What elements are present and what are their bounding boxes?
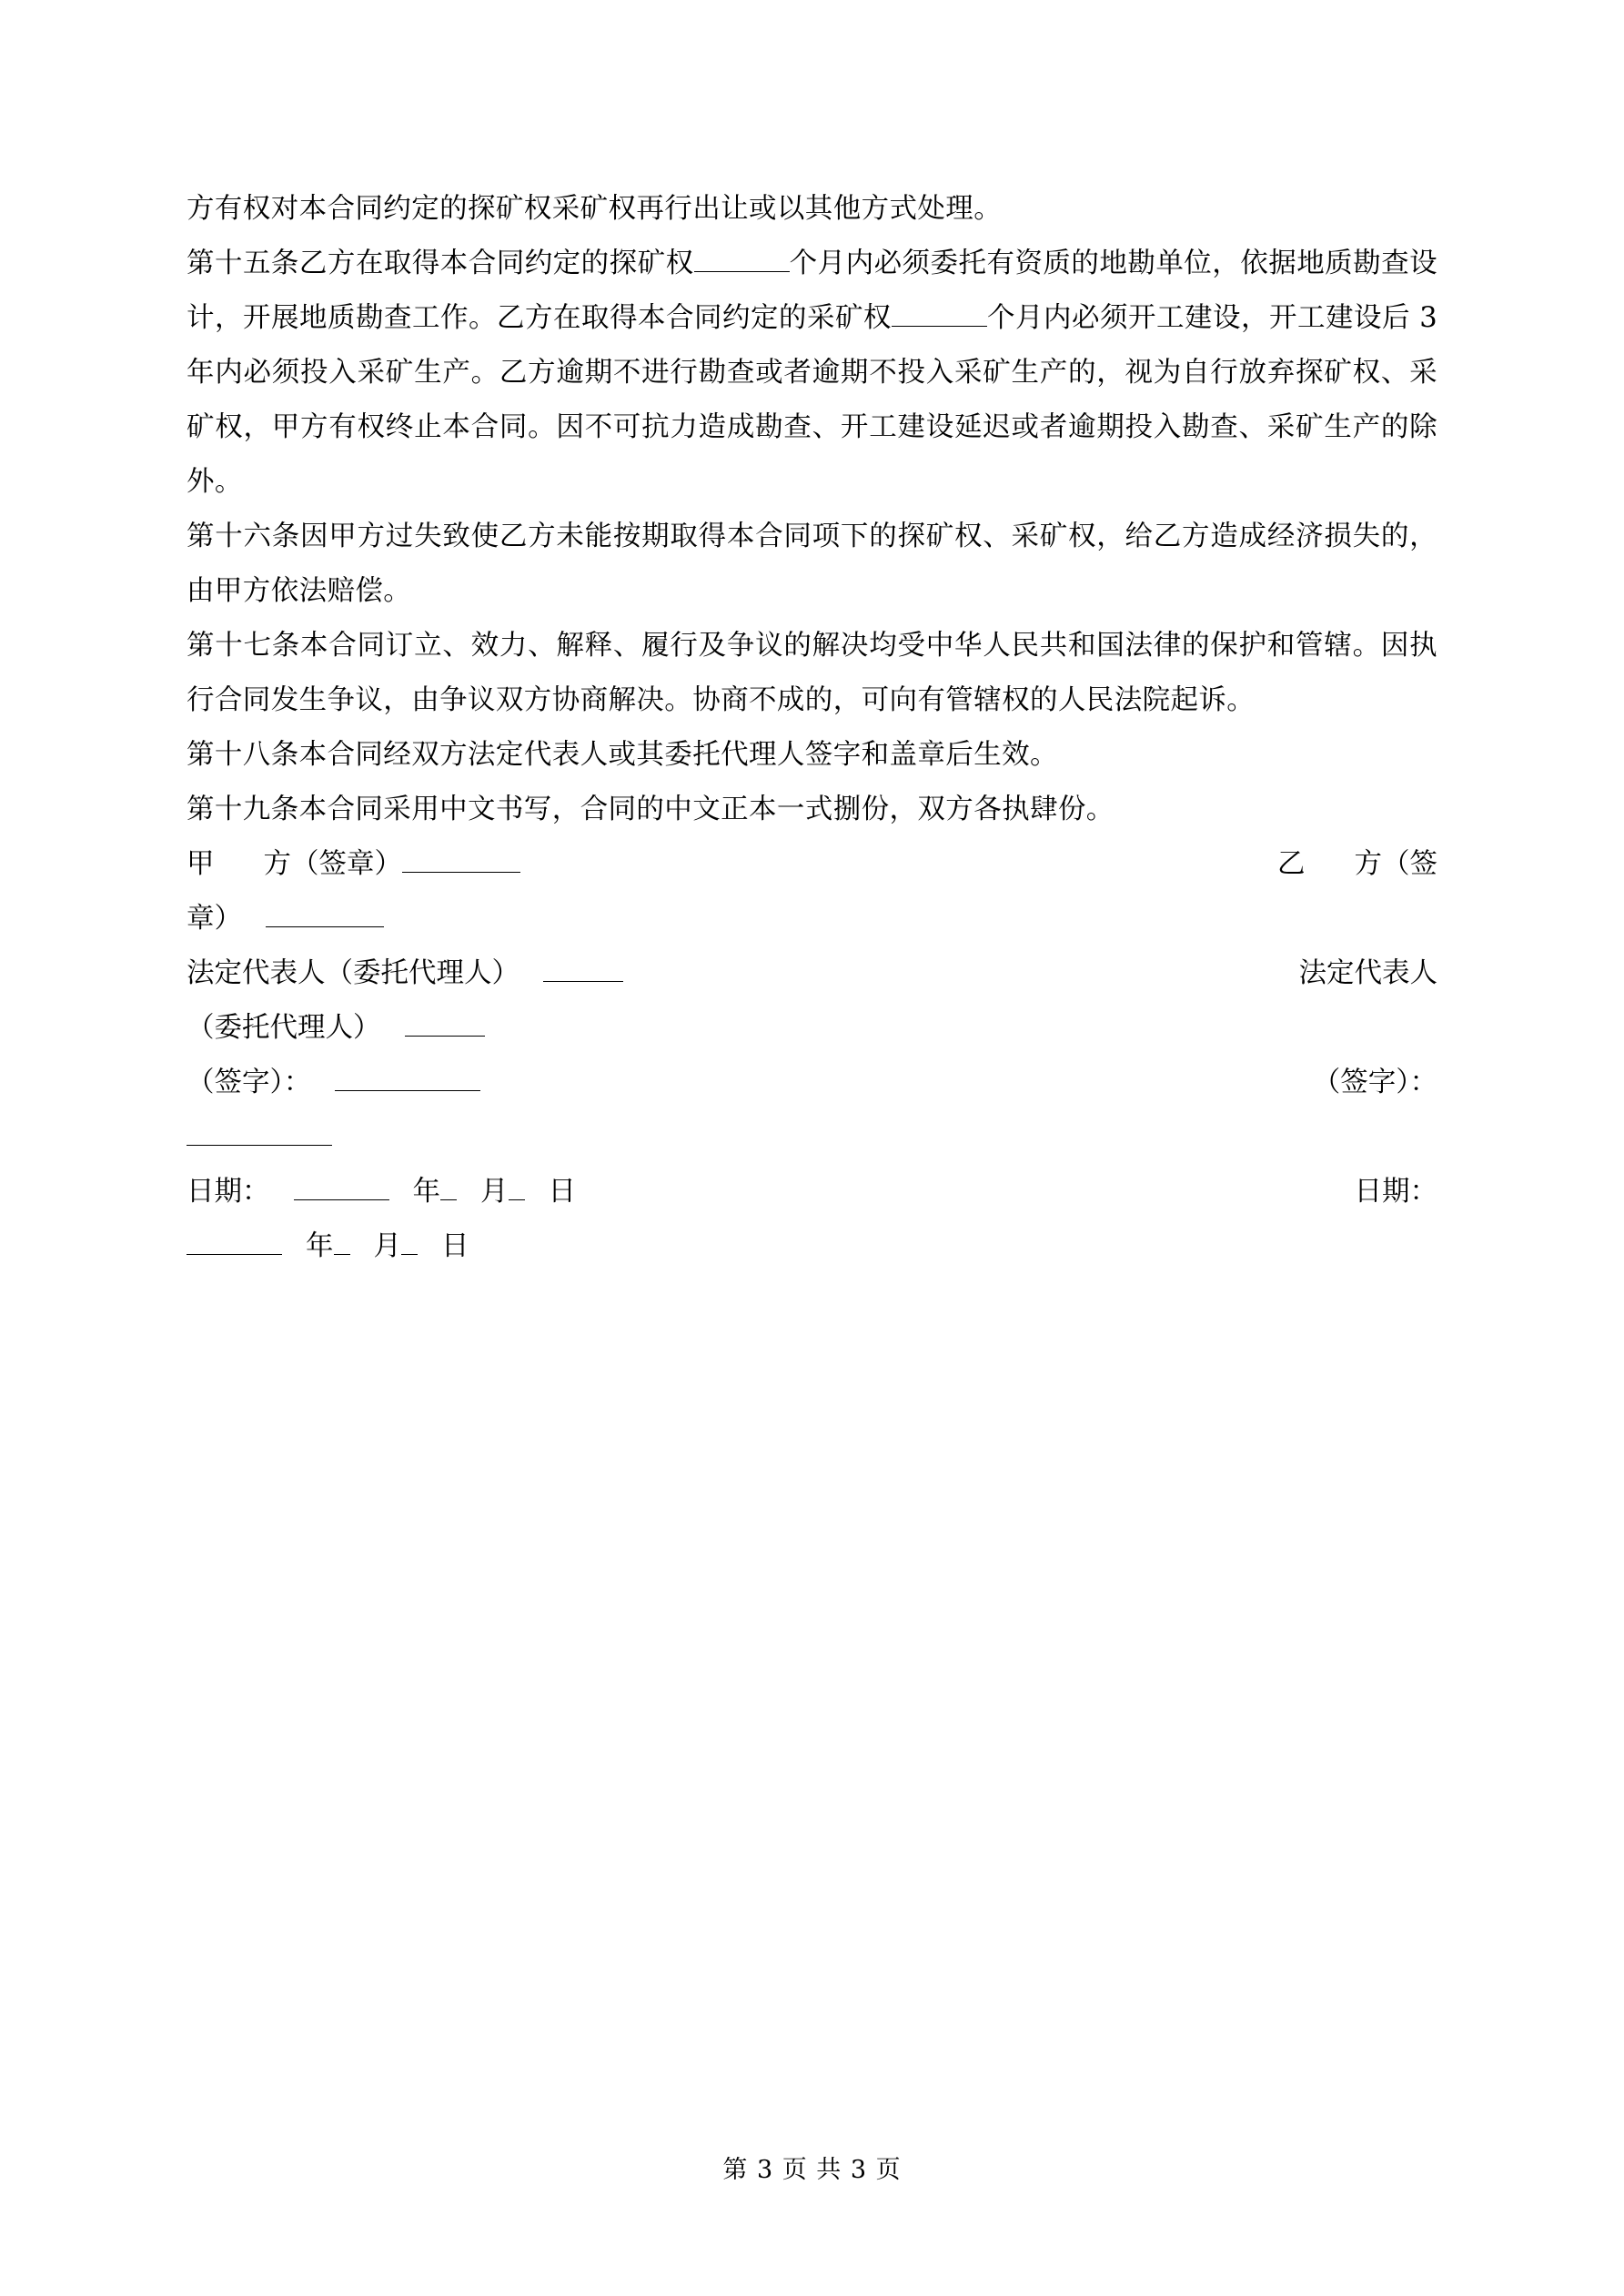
party-b-signature-label — [1277, 837, 1437, 892]
signature-row-sign-cont — [187, 1110, 1437, 1165]
date-left-label: 日期： — [187, 1176, 270, 1208]
signature-row-date — [187, 1165, 1437, 1219]
paragraph-top-continuation: 方有权对本合同约定的探矿权采矿权再行出让或以其他方式处理。 — [187, 193, 1003, 225]
date-right-day-unit: 日 — [441, 1230, 469, 1262]
party-a-signature-label — [187, 837, 520, 892]
date-right-month-unit: 月 — [373, 1230, 401, 1262]
signature-row-party-b-cont — [187, 892, 1437, 946]
signature-row-parties — [187, 837, 1437, 892]
party-b-label-text: 方（签 — [1354, 848, 1437, 880]
date-left — [187, 1165, 576, 1219]
article-15-seg-2: 个月内必须委托有资质的地勘单位，依据地质勘查设计，开展地质勘查工作。乙方在取得本合同约定的采矿权 — [187, 248, 1437, 334]
party-b-label-char: 乙 — [1277, 848, 1306, 880]
legal-rep-right — [1299, 946, 1438, 1001]
signature-row-sign — [187, 1056, 1437, 1110]
party-b-seal-blank[interactable] — [266, 926, 384, 927]
sign-left-label: （签字）： — [187, 1067, 312, 1098]
signature-row-legal-rep-cont — [187, 1001, 1437, 1056]
signature-row-legal-rep — [187, 946, 1437, 1001]
signature-row-date-cont — [187, 1219, 1437, 1274]
date-left-day-blank[interactable] — [509, 1199, 525, 1200]
paragraph-article-19: 第十九条本合同采用中文书写，合同的中文正本一式捌份，双方各执肆份。 — [187, 794, 1115, 825]
date-left-year-blank[interactable] — [294, 1199, 389, 1200]
date-left-year-unit: 年 — [412, 1176, 440, 1208]
fill-blank-months-exploration[interactable] — [694, 271, 790, 272]
paragraph-article-18: 第十八条本合同经双方法定代表人或其委托代理人签字和盖章后生效。 — [187, 739, 1058, 771]
legal-rep-right-cont-label: （委托代理人） — [187, 1012, 381, 1044]
legal-rep-right-blank[interactable] — [405, 1036, 485, 1037]
sign-right-blank[interactable] — [187, 1145, 332, 1146]
date-right — [1355, 1165, 1438, 1219]
date-right-year-blank[interactable] — [187, 1254, 282, 1255]
sign-left-blank[interactable] — [335, 1090, 480, 1091]
sign-right-label: （签字）： — [1312, 1067, 1437, 1098]
document-body — [187, 182, 1437, 1274]
paragraph-article-15 — [187, 237, 1437, 510]
party-b-label-cont: 章） — [187, 903, 242, 935]
date-left-day-unit: 日 — [548, 1176, 576, 1208]
fill-blank-months-mining[interactable] — [892, 326, 987, 327]
article-15-seg-3: 个月内必须开工建设，开工建设后 3 年内必须投入采矿生产。乙方逾期不进行勘查或者逾期不投入采矿生产的，视为自行放弃探矿权、采矿权，甲方有权终止本合同。因不可抗力造成勘查、开工建设延迟或者逾期投入勘查、采矿生产的除外。 — [187, 302, 1437, 498]
page-footer: 第 3 页 共 3 页 — [722, 2156, 902, 2184]
date-left-month-unit: 月 — [480, 1176, 509, 1208]
party-a-label-text: 方（签章） — [263, 848, 402, 880]
date-right-day-blank[interactable] — [401, 1254, 418, 1255]
sign-left — [187, 1056, 480, 1110]
legal-rep-left — [187, 946, 623, 1001]
date-left-month-blank[interactable] — [440, 1199, 457, 1200]
date-right-month-blank[interactable] — [334, 1254, 350, 1255]
date-right-label: 日期： — [1354, 1176, 1437, 1208]
legal-rep-left-label: 法定代表人（委托代理人） — [187, 957, 519, 989]
date-right-year-unit: 年 — [306, 1230, 334, 1262]
article-15-seg-1: 第十五条乙方在取得本合同约定的探矿权 — [187, 248, 694, 279]
signature-block — [187, 837, 1437, 1274]
paragraph-article-17: 第十七条本合同订立、效力、解释、履行及争议的解决均受中华人民共和国法律的保护和管辖。因执行合同发生争议，由争议双方协商解决。协商不成的，可向有管辖权的人民法院起诉。 — [187, 630, 1437, 716]
legal-rep-right-label: 法定代表人 — [1298, 957, 1437, 989]
paragraph-article-16: 第十六条因甲方过失致使乙方未能按期取得本合同项下的探矿权、采矿权，给乙方造成经济损失的，由甲方依法赔偿。 — [187, 521, 1437, 607]
sign-right — [1313, 1056, 1437, 1110]
party-a-label-char: 甲 — [187, 848, 215, 880]
legal-rep-left-blank[interactable] — [543, 981, 623, 982]
party-a-seal-blank[interactable] — [402, 872, 520, 873]
